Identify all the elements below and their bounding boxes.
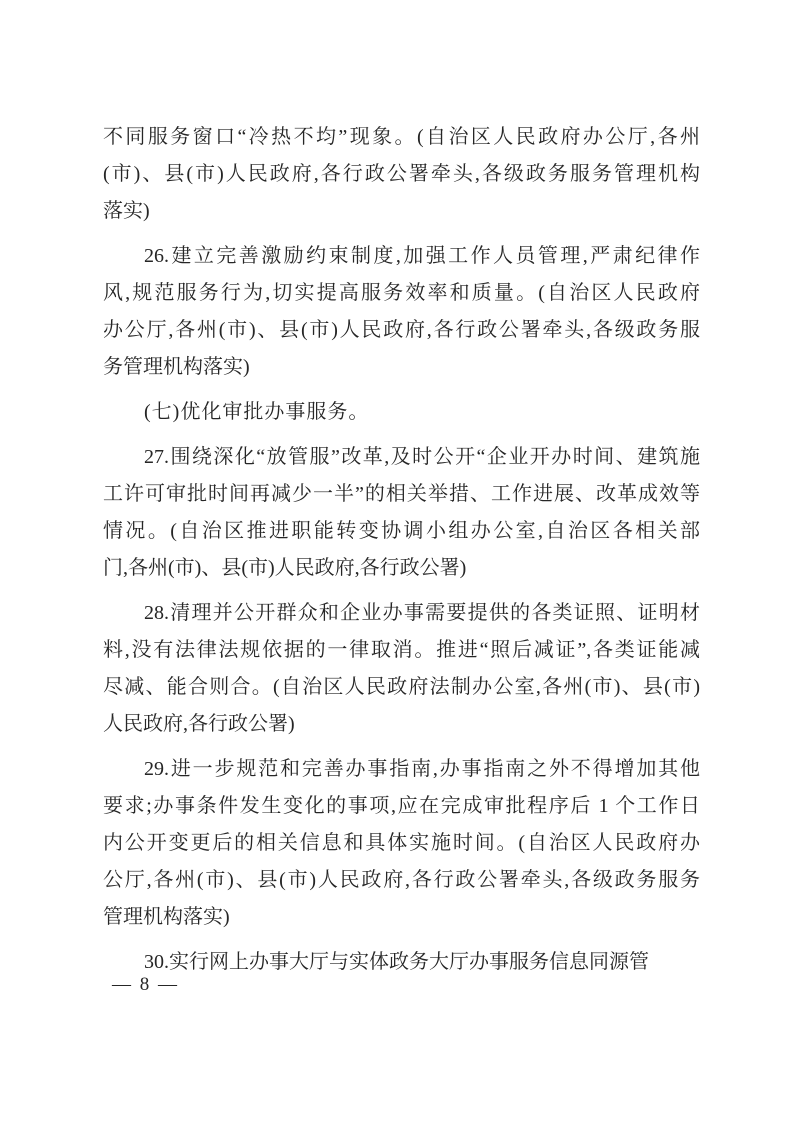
text-line: 内公开变更后的相关信息和具体实施时间。(自治区人民政府办	[103, 832, 700, 854]
text-line: 27.围绕深化“放管服”改革,及时公开“企业开办时间、建筑施	[144, 446, 700, 468]
paragraph-item-29	[103, 751, 700, 936]
text-line: 公厅,各州(市)、县(市)人民政府,各行政公署牵头,各级政务服务	[103, 869, 700, 891]
paragraph-item-26	[103, 238, 700, 386]
text-line: 办公厅,各州(市)、县(市)人民政府,各行政公署牵头,各级政务服	[103, 319, 700, 341]
paragraph-continuation	[103, 119, 700, 230]
text-line: 门,各州(市)、县(市)人民政府,各行政公署)	[103, 557, 467, 579]
text-line: 管理机构落实)	[103, 906, 230, 928]
text-line: 尽减、能合则合。(自治区人民政府法制办公室,各州(市)、县(市)	[103, 676, 700, 698]
text-line: 28.清理并公开群众和企业办事需要提供的各类证照、证明材	[144, 602, 700, 624]
paragraph-item-27	[103, 439, 700, 587]
text-line: 情况。(自治区推进职能转变协调小组办公室,自治区各相关部	[103, 520, 700, 542]
paragraph-item-30	[103, 944, 700, 981]
text-line: 风,规范服务行为,切实提高服务效率和质量。(自治区人民政府	[103, 282, 700, 304]
text-line: 29.进一步规范和完善办事指南,办事指南之外不得增加其他	[144, 758, 700, 780]
text-line: (市)、县(市)人民政府,各行政公署牵头,各级政务服务管理机构	[103, 163, 700, 185]
page-number: — 8 —	[112, 974, 179, 995]
text-line: 26.建立完善激励约束制度,加强工作人员管理,严肃纪律作	[144, 245, 700, 267]
text-line: 人民政府,各行政公署)	[103, 713, 295, 735]
text-line: 工许可审批时间再减少一半”的相关举措、工作进展、改革成效等	[103, 483, 700, 505]
text-line: 落实)	[103, 200, 150, 222]
paragraph-item-28	[103, 595, 700, 743]
text-line: 要求;办事条件发生变化的事项,应在完成审批程序后 1 个工作日	[103, 795, 700, 817]
text-line: 不同服务窗口“冷热不均”现象。(自治区人民政府办公厅,各州	[103, 126, 700, 148]
text-line: 30.实行网上办事大厅与实体政务大厅办事服务信息同源管	[144, 951, 649, 973]
section-heading: (七)优化审批办事服务。	[144, 401, 370, 423]
text-line: 务管理机构落实)	[103, 356, 250, 378]
paragraph-heading-7	[103, 394, 700, 431]
page-footer	[112, 971, 179, 999]
text-line: 料,没有法律法规依据的一律取消。推进“照后减证”,各类证能减	[103, 639, 700, 661]
